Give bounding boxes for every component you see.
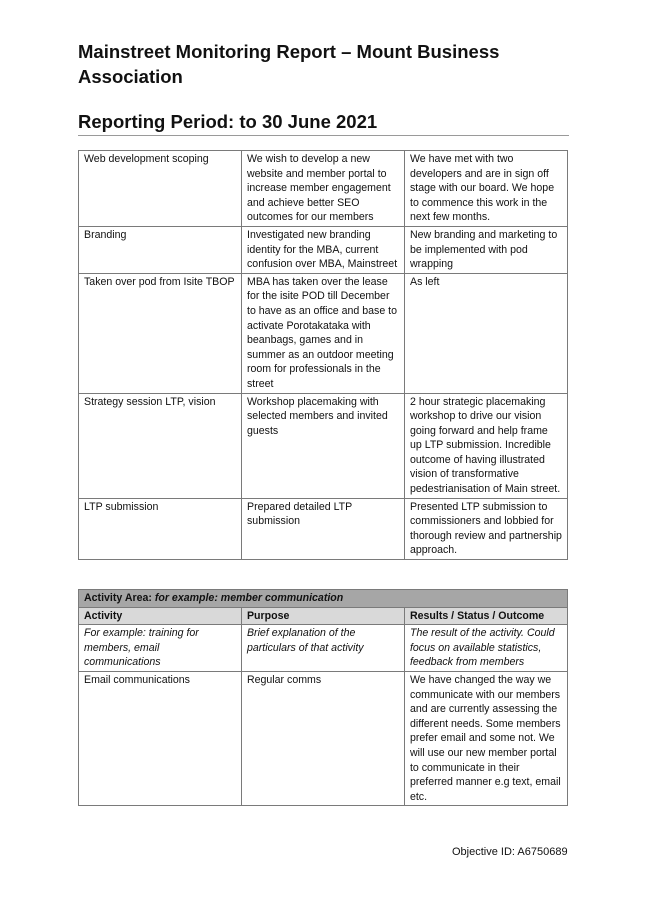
- column-header-purpose: Purpose: [241, 607, 404, 625]
- results-cell: We have changed the way we communicate with our members and are currently assessing the different needs. Some members prefer email and some not. We will use our new member portal to communicate in their preferred manner e.g text, email etc.: [404, 671, 567, 805]
- results-cell: As left: [405, 273, 568, 393]
- column-header-results: Results / Status / Outcome: [404, 607, 567, 625]
- activity-cell: Branding: [79, 226, 242, 273]
- activity-area-value: for example: member communication: [154, 592, 344, 604]
- example-purpose-cell: Brief explanation of the particulars of that activity: [241, 625, 404, 672]
- activity-cell: LTP submission: [79, 498, 242, 559]
- activity-area-table: [78, 589, 568, 806]
- report-title: Mainstreet Monitoring Report – Mount Business Association: [78, 41, 500, 87]
- table-row: [79, 671, 568, 805]
- example-results-cell: The result of the activity. Could focus on available statistics, feedback from members: [404, 625, 567, 672]
- activity-area-cell: [79, 590, 568, 608]
- activity-cell: Taken over pod from Isite TBOP: [79, 273, 242, 393]
- table-row: [79, 226, 568, 273]
- column-header-activity: Activity: [79, 607, 242, 625]
- purpose-cell: Investigated new branding identity for the MBA, current confusion over MBA, Mainstreet: [242, 226, 405, 273]
- table-header-row: [79, 607, 568, 625]
- activity-cell: Web development scoping: [79, 151, 242, 227]
- purpose-cell: Prepared detailed LTP submission: [242, 498, 405, 559]
- table-row: [79, 151, 568, 227]
- results-cell: Presented LTP submission to commissioners and lobbied for thorough review and partnership approach.: [405, 498, 568, 559]
- activity-area-label: Activity Area:: [84, 592, 152, 604]
- table-row: [79, 498, 568, 559]
- table-row: [79, 393, 568, 498]
- table-row: [79, 273, 568, 393]
- objective-id: Objective ID: A6750689: [452, 846, 568, 858]
- activities-table: [78, 150, 568, 560]
- example-activity-cell: For example: training for members, email communications: [79, 625, 242, 672]
- purpose-cell: MBA has taken over the lease for the isite POD till December to have as an office and base to activate Porotakataka with beanbags, games and in summer as an outdoor meeting room for professionals in the street: [242, 273, 405, 393]
- results-cell: 2 hour strategic placemaking workshop to drive our vision going forward and help frame up LTP submission. Incredible outcome of having illustrated vision of transformative pedestrianisation of Main street.: [405, 393, 568, 498]
- reporting-period-heading: Reporting Period: to 30 June 2021: [78, 111, 378, 132]
- activity-cell: Email communications: [79, 671, 242, 805]
- activity-cell: Strategy session LTP, vision: [79, 393, 242, 498]
- heading-underline: [78, 135, 569, 136]
- results-cell: We have met with two developers and are in sign off stage with our board. We hope to commence this work in the next few months.: [405, 151, 568, 227]
- activity-area-row: [79, 590, 568, 608]
- results-cell: New branding and marketing to be implemented with pod wrapping: [405, 226, 568, 273]
- example-row: [79, 625, 568, 672]
- purpose-cell: Workshop placemaking with selected members and invited guests: [242, 393, 405, 498]
- purpose-cell: We wish to develop a new website and member portal to increase member engagement and achieve better SEO outcomes for our members: [242, 151, 405, 227]
- purpose-cell: Regular comms: [241, 671, 404, 805]
